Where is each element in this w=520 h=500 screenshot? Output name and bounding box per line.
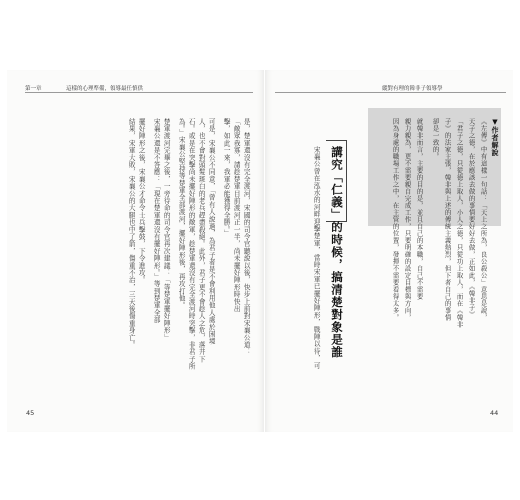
left-body-column: 可是，宋襄公不同意，「曾有人說過，為君子者是不會利用他人處於困境 [207, 118, 216, 346]
commentary-column: 就韓非而言，主要的目的是，並且自己的本職，自己不需要 [415, 118, 424, 300]
commentary-box [368, 108, 501, 328]
commentary-column: 因為身處的職場工作之中，在主管的位置，發揮不需要看得太多。 [391, 118, 400, 321]
left-body-column: 擊，如此一來，我軍必能獲得全勝。」 [222, 118, 231, 238]
left-body-column: 宋襄公還是不答應：「現在楚軍還沒有擺好陣形。」等到楚軍全部 [152, 118, 161, 324]
commentary-column: 親力親為，更不需要親自完成工作，只要明確的設定目標與方向， [403, 118, 412, 321]
left-body-column: 楚軍渡河完畢之後，一旁待命的司令官再次建議：「等楚軍擺好陣形」 [162, 118, 171, 342]
commentary-column: 子》的法家主張，韓非與上述的傳統主義熱烈，但下者自己的事情 [443, 118, 452, 321]
left-body-column: 擺好陣形之後，宋襄公才命令士兵擊鼓，下令進攻。 [137, 118, 146, 284]
left-body-column: 人，也不會對頭髮斑白的老兵趕盡殺絕。此外，君子更不會趁人之危，落井下 [197, 118, 206, 363]
left-body-column: 結果，宋軍大敗，宋襄公的大腿也中了箭，傷重不治，三天後傷重身亡。 [127, 118, 136, 349]
left-body-column: 「敵眾我寡，請趁楚軍目前渡河正一半，尚未擺好陣形時快出 [232, 118, 241, 313]
commentary-column: 「君子之德，只從德上取人，小人之德，只從功上取人，而在《韓非 [455, 118, 464, 328]
page-number-right: 44 [490, 409, 499, 417]
right-header-rule [275, 92, 506, 93]
commentary-column: 卻是一致的。 [431, 118, 440, 160]
left-body-column: 是，楚軍還沒有完全渡河，宋國的司令官聽說以後，快步上前對宋襄公道： [242, 118, 251, 356]
left-header-title: 這樣的心理準備，領導最任慎供 [66, 86, 144, 92]
left-header-rule [25, 92, 253, 93]
commentary-heading: ▼作者解說 [491, 118, 499, 157]
left-body-column: 石。或是在突擊尚未擺好陣形的敵軍，趁楚軍還沒有完全渡河時突擊，非君子所 [187, 118, 196, 370]
commentary-column: 《左傳》中有這樣一句話：「天上之所為，良公殺公」意思是說， [479, 118, 488, 321]
commentary-column: 天子之德，在於應該去做的事情要好好去做，正如此，《韓非子》 [467, 118, 476, 318]
right-header-title: 縱對有理的韓非子領導學 [382, 86, 443, 92]
right-body-column: 宋襄公曾在泓水的河畔迎擊楚軍，當時宋軍已擺好陣形，戰陣以待，可 [312, 146, 321, 370]
section-title: 講究「仁義」的時候，搞清楚對象是誰 [330, 146, 344, 359]
left-body-column: 為。」宋襄公堅持等楚軍全部渡河，擺好陣形後，再攻打他。 [177, 118, 186, 310]
page-number-left: 45 [26, 409, 35, 417]
left-header-chapter: 第一章 [25, 86, 42, 92]
